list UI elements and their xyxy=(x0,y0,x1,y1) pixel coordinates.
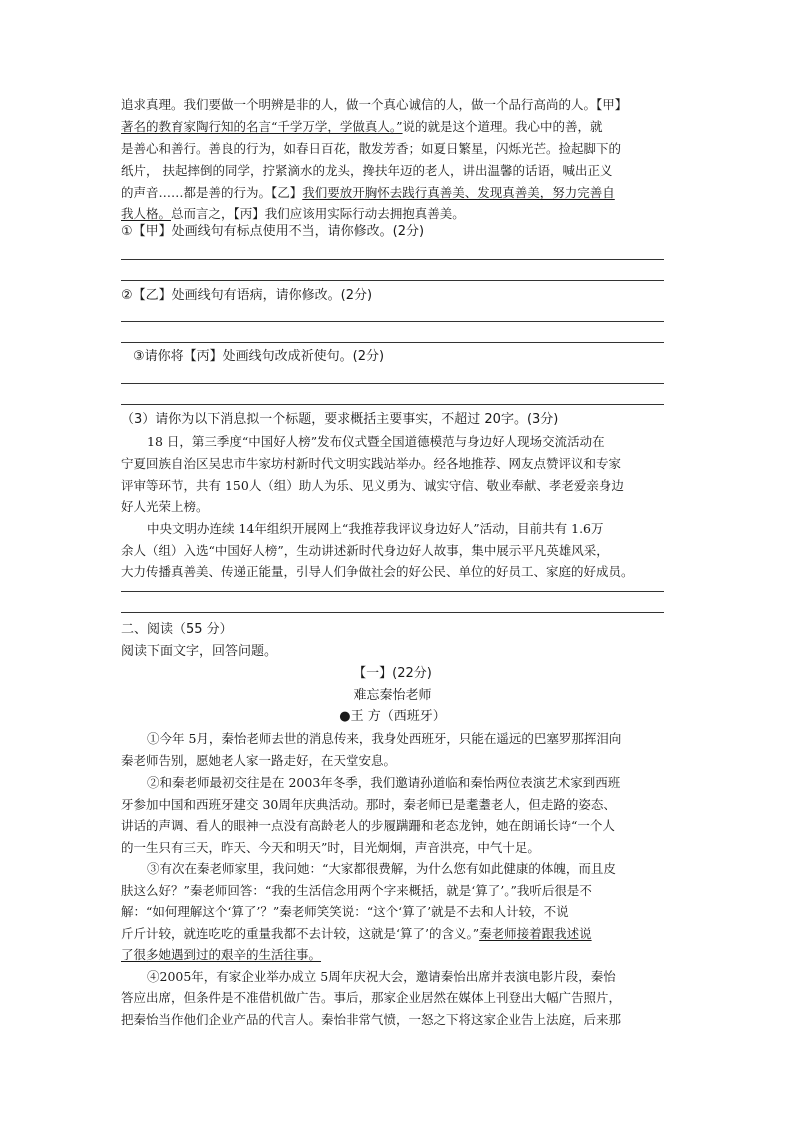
article-line: 肤这么好？”秦老师回答：“我的生活信念用两个字来概括，就是‘算了’。”我听后很是不 xyxy=(121,883,592,898)
passage-text: 总而言之，【丙】我们应该用实际行动去拥抱真善美。 xyxy=(171,206,465,221)
news-line: 余人（组）入选“中国好人榜”，生动讲述新时代身边好人故事，集中展示平凡英雄风采， xyxy=(121,543,609,558)
article-line: 的一生只有三天，昨天、今天和明天”时，目光炯炯，声音洪亮，中气十足。 xyxy=(121,840,540,855)
news-line: 宁夏回族自治区吴忠市牛家坊村新时代文明实践站举办。经各地推荐、网友点赞评议和专家 xyxy=(121,456,622,471)
article-line xyxy=(121,925,681,943)
part-label: 【一】(22分) xyxy=(353,666,432,681)
section-heading: 二、阅读（55 分） xyxy=(121,622,233,637)
article-line: 把秦怡当作他们企业产品的代言人。秦怡非常气愤，一怒之下将这家企业告上法庭，后来那 xyxy=(121,1012,622,1027)
article-line: ③有次在秦老师家里，我问她：“大家都很费解，为什么您有如此健康的体魄，而且皮 xyxy=(147,861,616,876)
passage-line xyxy=(121,118,681,136)
answer-line[interactable] xyxy=(121,280,664,281)
question-4: （3）请你为以下消息拟一个标题，要求概括主要事实，不超过 20字。(3分) xyxy=(121,412,559,427)
answer-line[interactable] xyxy=(121,591,664,592)
article-line: ②和秦老师最初交往是在 2003年冬季，我们邀请孙道临和秦怡两位表演艺术家到西班 xyxy=(147,775,621,790)
article-line xyxy=(121,946,681,964)
underlined-sentence: 秦老师接着跟我述说 xyxy=(479,926,592,941)
passage-text: 的声音……都是善的行为。【乙】 xyxy=(121,185,303,200)
passage-line xyxy=(121,205,681,223)
article-title: 难忘秦怡老师 xyxy=(353,688,432,703)
article-line: 讲话的声调、看人的眼神一点没有高龄老人的步履蹒跚和老态龙钟，她在朗诵长诗“一个人 xyxy=(121,818,615,833)
underlined-sentence-jia: 著名的教育家陶行知的名言“千学万学，学做真人。” xyxy=(121,119,403,134)
passage-line xyxy=(121,184,681,202)
article-author: ●王 方（西班牙） xyxy=(339,709,446,724)
news-line: 中央文明办连续 14年组织开展网上“我推荐我评议身边好人”活动，目前共有 1.6万 xyxy=(147,521,604,536)
question-1: ①【甲】处画线句有标点使用不当，请你修改。(2分) xyxy=(121,224,425,239)
underlined-sentence-yi-end: 我人格。 xyxy=(121,206,172,221)
answer-line[interactable] xyxy=(121,321,664,322)
article-line: 牙参加中国和西班牙建交 30周年庆典活动。那时，秦老师已是耄耋老人，但走路的姿态、 xyxy=(121,797,616,812)
article-line: ④2005年，有家企业举办成立 5周年庆祝大会，邀请秦怡出席并表演电影片段，秦怡 xyxy=(147,969,616,984)
passage-text: 说的就是这个道理。我心中的善，就 xyxy=(402,119,603,134)
question-2: ②【乙】处画线句有语病，请你修改。(2分) xyxy=(121,288,373,303)
article-line: ①今年 5月，秦怡老师去世的消息传来，我身处西班牙，只能在遥远的巴塞罗那挥泪向 xyxy=(147,731,622,746)
news-line: 评审等环节，共有 150人（组）助人为乐、见义勇为、诚实守信、敬业奉献、孝老爱亲身边 xyxy=(121,478,624,493)
article-line: 秦老师告别，愿她老人家一路走好，在天堂安息。 xyxy=(121,753,397,768)
passage-line: 是善心和善行。善良的行为，如春日百花，散发芳香；如夏日繁星，闪烁光芒。捡起脚下的 xyxy=(121,141,622,156)
answer-line[interactable] xyxy=(121,383,664,384)
underlined-sentence-end: 了很多她遇到过的艰辛的生活往事。 xyxy=(121,947,322,962)
news-line: 好人光荣上榜。 xyxy=(121,499,209,514)
answer-line[interactable] xyxy=(121,612,664,613)
section-instruction: 阅读下面文字，回答问题。 xyxy=(121,644,278,659)
news-line: 18 日，第三季度“中国好人榜”发布仪式暨全国道德模范与身边好人现场交流活动在 xyxy=(147,434,605,449)
article-line: 解：“如何理解这个‘算了’？”秦老师笑笑说：“这个‘算了’就是不去和人计较，不说 xyxy=(121,904,569,919)
question-3: ③请你将【丙】处画线句改成祈使句。(2分) xyxy=(133,349,385,364)
news-line: 大力传播真善美、传递正能量，引导人们争做社会的好公民、单位的好员工、家庭的好成员。 xyxy=(121,564,634,579)
answer-line[interactable] xyxy=(121,342,664,343)
underlined-sentence-yi: 我们要放开胸怀去践行真善美、发现真善美，努力完善自 xyxy=(302,185,615,200)
answer-line[interactable] xyxy=(121,404,664,405)
article-text: 斤斤计较，就连吃吃的重量我都不去计较，这就是‘算了’的含义。” xyxy=(121,926,480,941)
passage-line: 纸片， 扶起摔倒的同学，拧紧滴水的龙头，搀扶年迈的老人，讲出温馨的话语，喊出正义 xyxy=(121,163,613,178)
answer-line[interactable] xyxy=(121,259,664,260)
passage-line: 追求真理。我们要做一个明辨是非的人，做一个真心诚信的人，做一个品行高尚的人。【甲】 xyxy=(121,97,628,112)
article-line: 答应出席，但条件是不准借机做广告。事后，那家企业居然在媒体上刊登出大幅广告照片， xyxy=(121,990,622,1005)
